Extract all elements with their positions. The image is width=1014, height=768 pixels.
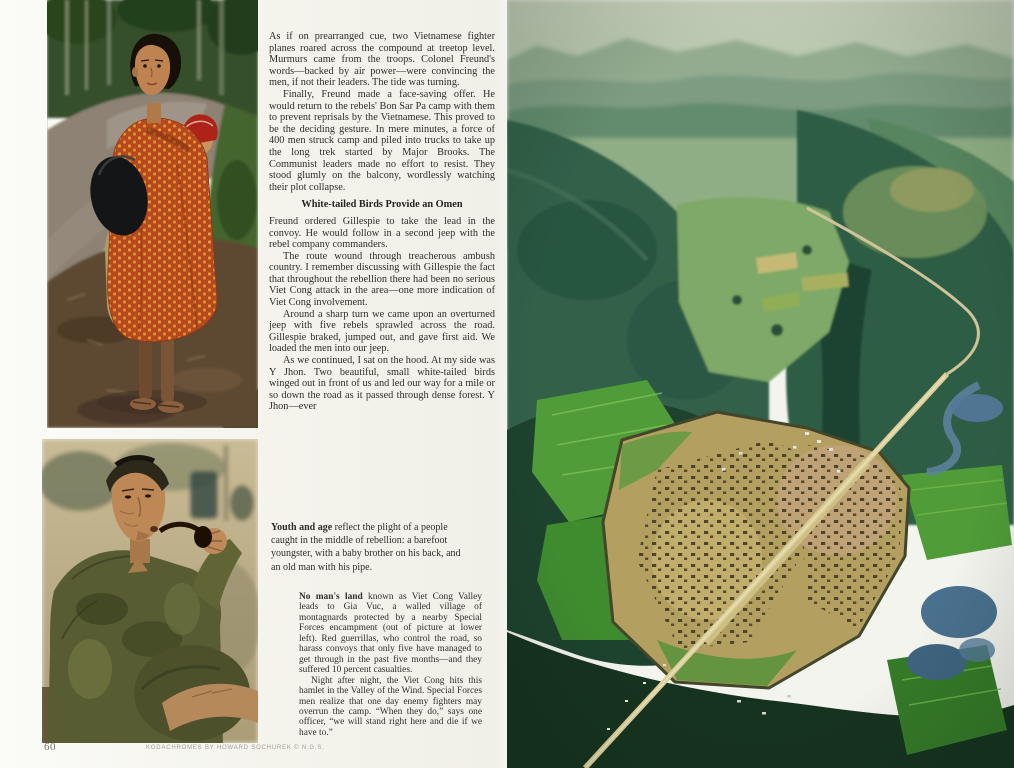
article-paragraph: As if on prearranged cue, two Vietnamese fighter planes roared across the compound at treetop level. Murmurs came from the troops. Colonel Freund's words—backed by air power—were convincing the men, if not their leaders. The tide was turning.: [269, 31, 495, 89]
article-paragraph: Freund ordered Gillespie to take the lead in the convoy. He would follow in a second jeep with the rebel company commanders.: [269, 215, 495, 251]
photo-old-man-with-pipe: [42, 439, 258, 743]
vignette-overlay: [507, 0, 1014, 768]
article-paragraph: Around a sharp turn we came upon an overturned jeep with five rebels sprawled across the road. Gillespie braked, jumped out, and gave first aid. We loaded the men into our jeep.: [269, 308, 495, 355]
photo-aerial-valley: [507, 0, 1014, 768]
caption-no-mans-land: [299, 592, 482, 738]
photo-credit: KODACHROMES BY HOWARD SOCHUREK © N.G.S.: [146, 745, 325, 751]
boy-photo-illustration: [47, 0, 258, 428]
old-man-illustration: [42, 439, 258, 743]
article-paragraph: Finally, Freund made a face-saving offer. He would return to the rebels' Bon Sar Pa camp with them to prevent reprisals by the Vietnamese. This proved to be the deciding gesture. In mere minutes, a force of 400 men struck camp and piled into trucks to take up the long trek started by Major Brooks. The Communist leaders made no effort to resist. They stood glumly on the balcony, wordlessly watching their plot collapse.: [269, 88, 495, 193]
aerial-valley-illustration: [507, 0, 1014, 768]
caption-text: Night after night, the Viet Cong hits this hamlet in the Valley of the Wind. Special Forces men realize that one day enemy fighters may overrun the camp. “When they do,” says one officer, “we will stand right here and die if we have to.”: [299, 675, 482, 738]
caption-lead: No man's land: [299, 592, 363, 602]
page-number: 60: [44, 741, 56, 753]
article-paragraph: As we continued, I sat on the hood. At my side was Y Jhon. Two beautiful, small white-tailed birds winged out in front of us and led our way for a mile or so down the road as it passed through dense forest. Y Jhon—ever: [269, 355, 495, 413]
article-text-column: [269, 31, 495, 413]
caption-lead: Youth and age: [271, 522, 333, 533]
caption-youth-and-age: [271, 521, 469, 574]
caption-text: known as Viet Cong Valley leads to Gia Vuc, a walled village of montagnards protected by a nearby Special Forces encampment (out of picture at lower left). Red guerrillas, who control the road, so harass convoys that only five have managed to get through in the past five months—and they suffered 10 percent casualties.: [299, 592, 482, 676]
pipe-bowl: [194, 526, 212, 548]
caption-text: reflect the plight of a people caught in the middle of rebellion: a barefoot youngster, with a baby brother on his back, and an old man with his pipe.: [271, 522, 461, 573]
article-paragraph: The route wound through treacherous ambush country. I remember discussing with Gillespie the fact that throughout the rebellion there had been no serious Viet Cong attack in the area—one more indication of Viet Cong involvement.: [269, 250, 495, 309]
section-heading: White-tailed Birds Provide an Omen: [301, 199, 463, 211]
photo-boy-with-baby: [47, 0, 258, 428]
